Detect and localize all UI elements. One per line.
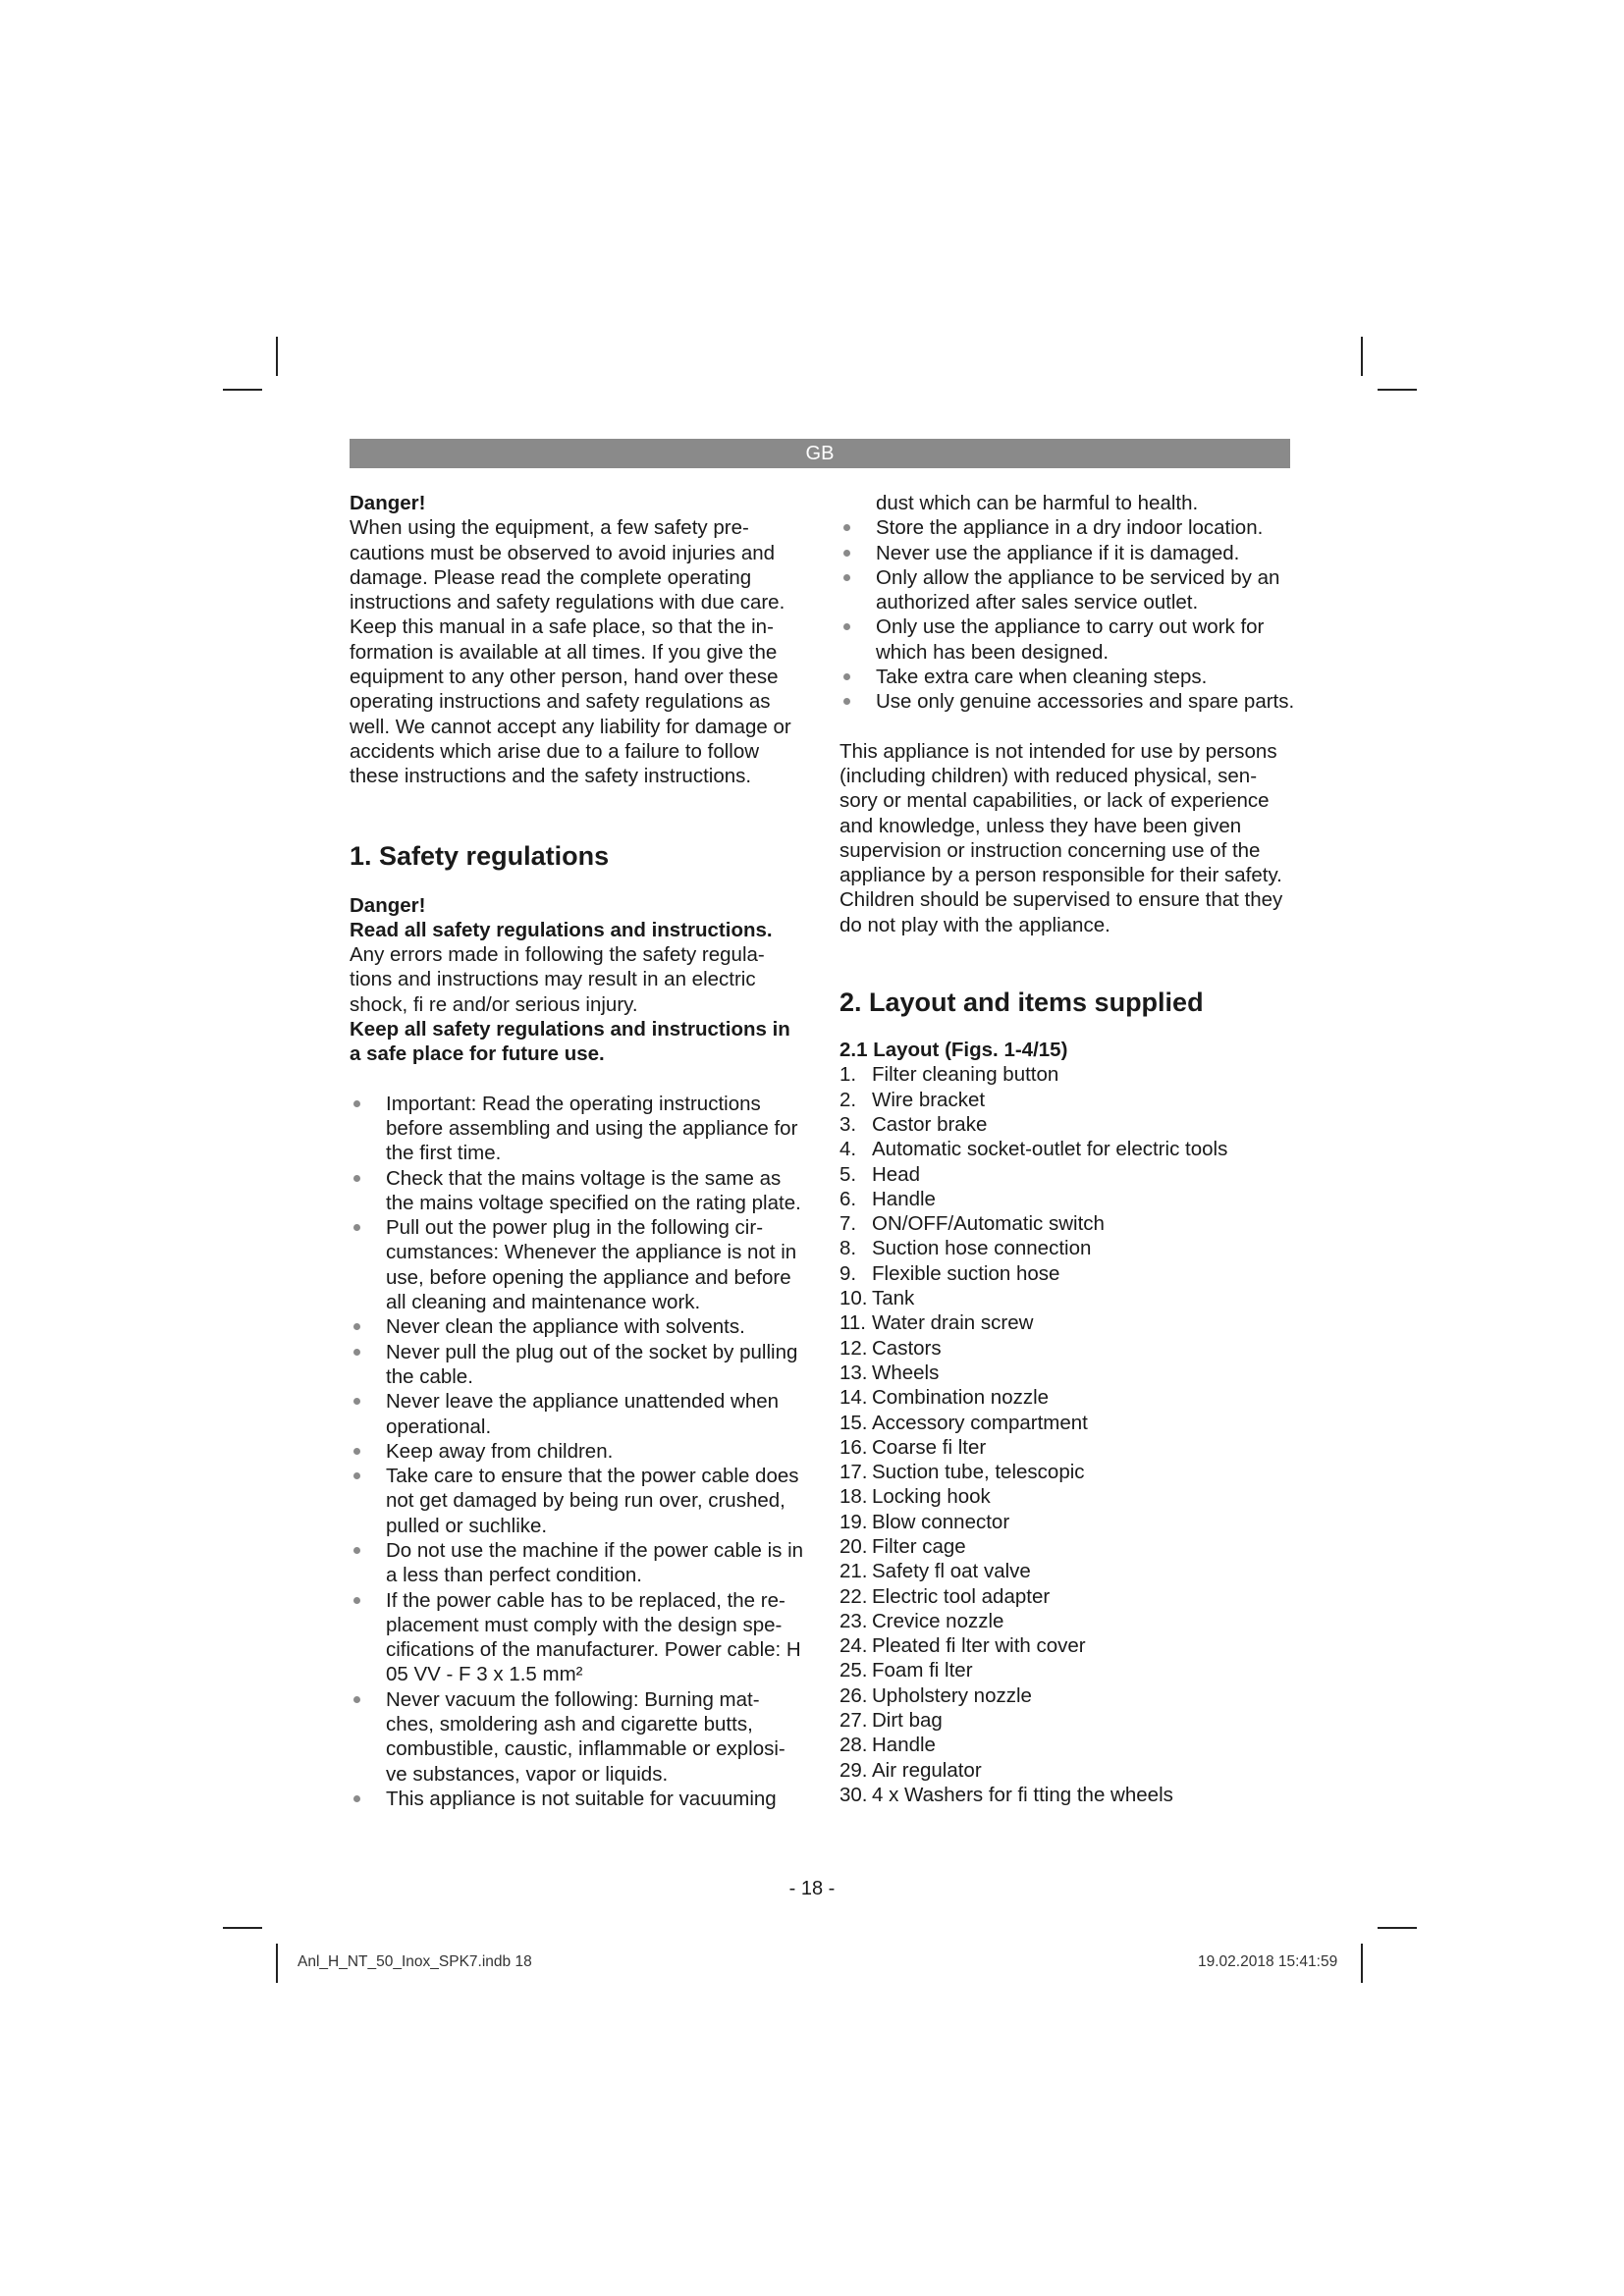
list-item: 27. Dirt bag bbox=[839, 1709, 943, 1733]
list-item: 20. Filter cage bbox=[839, 1534, 966, 1558]
list-item: Never vacuum the following: Burning mat- ches, smoldering ash and cigarette butts, combustible, caustic, inflammable or explosi- ve substances, vapor or liquids. bbox=[350, 1687, 806, 1787]
list-item: 14. Combination nozzle bbox=[839, 1386, 1050, 1410]
layout-items-list bbox=[839, 1062, 1296, 1807]
list-item: 23. Crevice nozzle bbox=[839, 1609, 1004, 1632]
list-item: 24. Pleated fi lter with cover bbox=[839, 1634, 1086, 1658]
layout-subtitle: 2.1 Layout (Figs. 1-4/15) bbox=[839, 1039, 1068, 1062]
list-item: 12. Castors bbox=[839, 1336, 942, 1360]
list-item: 4. Automatic socket-outlet for electric tools bbox=[839, 1138, 1228, 1161]
list-item: Never use the appliance if it is damaged. bbox=[839, 541, 1296, 565]
list-item: Never pull the plug out of the socket by pulling the cable. bbox=[350, 1340, 806, 1390]
crop-mark bbox=[1378, 1927, 1417, 1929]
list-item: 25. Foam fi lter bbox=[839, 1659, 973, 1682]
keep-all-instruction: Keep all safety regulations and instructions in a safe place for future use. bbox=[350, 1018, 790, 1066]
list-item: 6. Handle bbox=[839, 1187, 936, 1210]
danger-heading: Danger! bbox=[350, 492, 426, 514]
list-item: 16. Coarse fi lter bbox=[839, 1435, 987, 1459]
list-item: Use only genuine accessories and spare parts. bbox=[839, 689, 1296, 714]
read-all-instruction: Read all safety regulations and instructions. bbox=[350, 918, 773, 941]
list-item: 18. Locking hook bbox=[839, 1485, 991, 1509]
crop-mark bbox=[223, 389, 262, 391]
list-item: 28. Handle bbox=[839, 1734, 936, 1757]
list-item: Keep away from children. bbox=[350, 1439, 806, 1464]
list-item: 29. Air regulator bbox=[839, 1758, 982, 1782]
list-item: Do not use the machine if the power cable is in a less than perfect condition. bbox=[350, 1538, 806, 1588]
list-item: 10. Tank bbox=[839, 1287, 915, 1310]
section-2-title: 2. Layout and items supplied bbox=[839, 988, 1204, 1018]
list-item: 11. Water drain screw bbox=[839, 1311, 1034, 1335]
list-item: Take extra care when cleaning steps. bbox=[839, 665, 1296, 689]
list-item: Check that the mains voltage is the same as the mains voltage specified on the rating plate. bbox=[350, 1166, 806, 1216]
crop-mark bbox=[1361, 337, 1363, 376]
list-item: 17. Suction tube, telescopic bbox=[839, 1461, 1085, 1484]
crop-mark bbox=[276, 337, 278, 376]
page-number: - 18 - bbox=[788, 1878, 836, 1899]
list-item: 9. Flexible suction hose bbox=[839, 1261, 1060, 1285]
crop-mark bbox=[1361, 1944, 1363, 1983]
list-item: 5. Head bbox=[839, 1162, 921, 1186]
list-item: 15. Accessory compartment bbox=[839, 1411, 1088, 1434]
list-item: 19. Blow connector bbox=[839, 1510, 1010, 1533]
list-item: Never leave the appliance unattended when operational. bbox=[350, 1389, 806, 1439]
intro-paragraph: When using the equipment, a few safety pre- cautions must be observed to avoid injuries and damage. Please read the complete operating instructions and safety regulations with due care. Keep this manual in a safe place, so that the in- formation is available at all times. If you give the equipment to any other person, hand over these operating instructions and safety regulations as well. We cannot accept any liability for damage or accidents which arise due to a failure to follow these instructions and the safety instructions. bbox=[350, 516, 791, 788]
crop-mark bbox=[1378, 389, 1417, 391]
list-item: Only allow the appliance to be serviced by an authorized after sales service outlet. bbox=[839, 565, 1296, 615]
list-item: 21. Safety fl oat valve bbox=[839, 1560, 1031, 1583]
list-item: Store the appliance in a dry indoor location. bbox=[839, 515, 1296, 540]
persons-notice-paragraph: This appliance is not intended for use by persons (including children) with reduced physical, sen- sory or mental capabilities, or lack of experience and knowledge, unless they have been given supervision or instruction concerning use of the appliance by a person responsible for their safety. Children should be supervised to ensure that they do not play with the appliance. bbox=[839, 739, 1283, 936]
safety-bullet-list-continued bbox=[839, 515, 1296, 714]
left-column bbox=[350, 491, 806, 1811]
list-item: Only use the appliance to carry out work for which has been designed. bbox=[839, 614, 1296, 665]
safety-bullet-list bbox=[350, 1092, 806, 1812]
list-item: Never clean the appliance with solvents. bbox=[350, 1314, 806, 1339]
footer-timestamp: 19.02.2018 15:41:59 bbox=[1198, 1953, 1338, 1970]
crop-mark bbox=[276, 1944, 278, 1983]
list-item: 26. Upholstery nozzle bbox=[839, 1683, 1032, 1707]
section-1-title: 1. Safety regulations bbox=[350, 840, 610, 871]
list-item: 22. Electric tool adapter bbox=[839, 1584, 1051, 1608]
footer-file-name: Anl_H_NT_50_Inox_SPK7.indb 18 bbox=[298, 1953, 532, 1970]
list-item: 8. Suction hose connection bbox=[839, 1237, 1092, 1260]
list-item: 2. Wire bracket bbox=[839, 1088, 986, 1111]
list-item: If the power cable has to be replaced, the re- placement must comply with the design spe- cifications of the manufacturer. Power cable: H 05 VV - F 3 x 1.5 mm² bbox=[350, 1588, 806, 1687]
list-item: Take care to ensure that the power cable does not get damaged by being run over, crushed, pulled or suchlike. bbox=[350, 1464, 806, 1538]
list-item: Important: Read the operating instructions before assembling and using the appliance for the first time. bbox=[350, 1092, 806, 1166]
right-column bbox=[839, 491, 1296, 1807]
list-item: This appliance is not suitable for vacuuming bbox=[350, 1787, 806, 1811]
list-item: Pull out the power plug in the following cir- cumstances: Whenever the appliance is not in use, before opening the appliance and before all cleaning and maintenance work. bbox=[350, 1215, 806, 1314]
list-item: 30. 4 x Washers for fi tting the wheels bbox=[839, 1783, 1173, 1806]
crop-mark bbox=[223, 1927, 262, 1929]
language-header-bar: GB bbox=[350, 439, 1290, 468]
list-item: 7. ON/OFF/Automatic switch bbox=[839, 1212, 1105, 1236]
continued-bullet-text: dust which can be harmful to health. bbox=[876, 492, 1199, 514]
list-item: 1. Filter cleaning button bbox=[839, 1063, 1059, 1087]
list-item: 3. Castor brake bbox=[839, 1112, 988, 1136]
list-item: 13. Wheels bbox=[839, 1361, 940, 1384]
danger-heading-2: Danger! bbox=[350, 893, 426, 917]
errors-paragraph: Any errors made in following the safety regula- tions and instructions may result in an electric shock, fi re and/or serious injury. bbox=[350, 943, 765, 1016]
